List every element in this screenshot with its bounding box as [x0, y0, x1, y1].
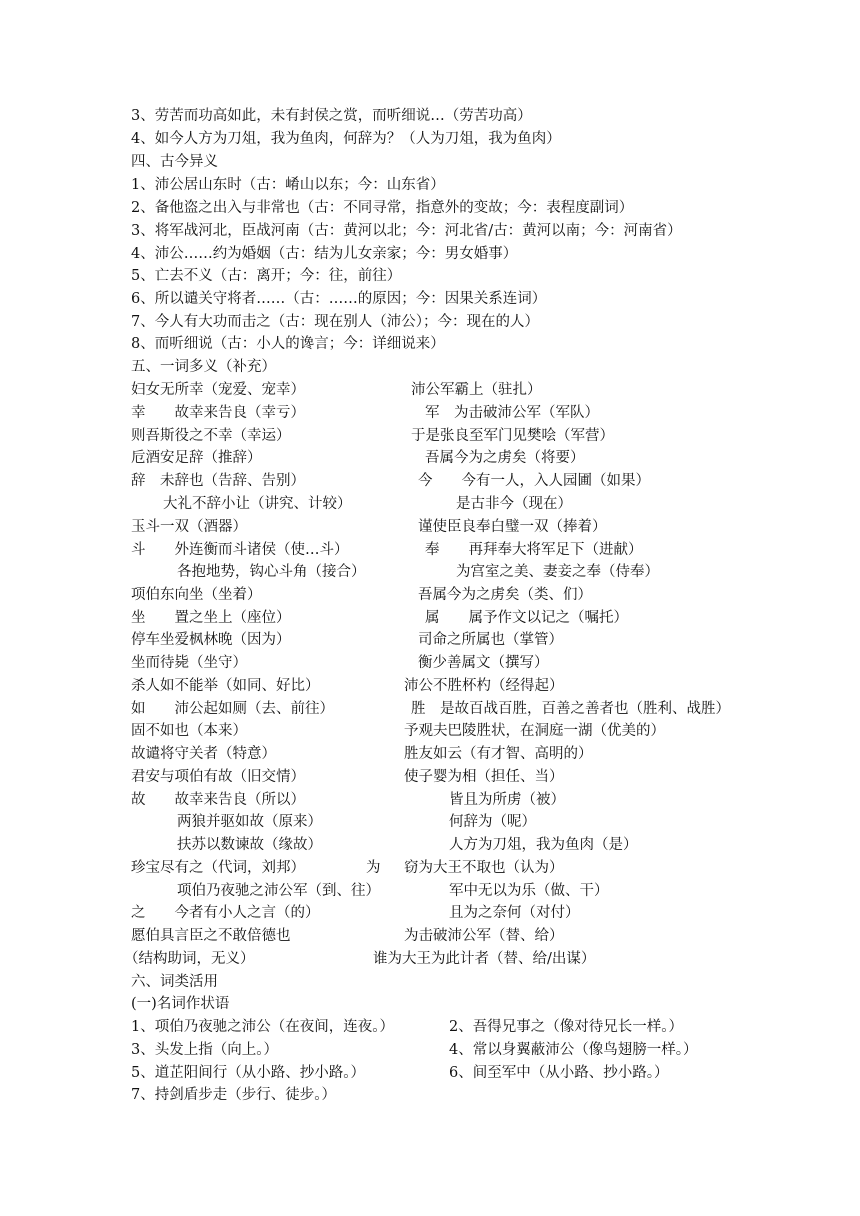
polysemy-left: 如 沛公起如厕（去、前往）: [131, 701, 334, 717]
polysemy-left: 项伯乃夜驰之沛公军（到、往）: [177, 883, 380, 899]
polysemy-left: 斗 外连衡而斗诸侯（使…斗）: [131, 542, 349, 558]
polysemy-right: 胜友如云（有才智、高明的）: [404, 746, 593, 762]
usage-item: 4、常以身翼蔽沛公（像鸟翅膀一样。）: [449, 1042, 698, 1058]
polysemy-left: 则吾斯役之不幸（幸运）: [131, 428, 291, 444]
polysemy-right: 奉 再拜奉大将军足下（进献）: [425, 542, 643, 558]
text-line: 2、备他盗之出入与非常也（古：不同寻常，指意外的变故；今：表程度副词）: [131, 200, 634, 216]
usage-item: 6、间至军中（从小路、抄小路。）: [449, 1065, 669, 1081]
polysemy-right: 谨使臣良奉白璧一双（捧着）: [418, 519, 607, 535]
polysemy-left: 愿伯具言臣之不敢倍德也: [131, 928, 291, 944]
text-line: 4、如今人方为刀俎，我为鱼肉，何辞为？（人为刀俎，我为鱼肉）: [131, 131, 561, 147]
polysemy-right: 何辞为（呢）: [449, 814, 536, 830]
section-heading: 四、古今异义: [131, 154, 218, 170]
polysemy-left: 大礼不辞小让（讲究、计较）: [163, 496, 352, 512]
polysemy-right: 且为之奈何（对付）: [449, 905, 580, 921]
polysemy-right: 窃为大王不取也（认为）: [404, 860, 564, 876]
polysemy-left: 之 今者有小人之言（的）: [131, 905, 320, 921]
text-line: 3、劳苦而功高如此，未有封侯之赏，而听细说…（劳苦功高）: [131, 108, 532, 124]
polysemy-right: 吾属今为之虏矣（类、们）: [418, 587, 592, 603]
polysemy-left: 君安与项伯有故（旧交情）: [131, 769, 305, 785]
polysemy-right: 沛公不胜杯杓（经得起）: [404, 678, 564, 694]
polysemy-right: 衡少善属文（撰写）: [418, 655, 549, 671]
usage-item: 1、项伯乃夜驰之沛公（在夜间，连夜。）: [131, 1019, 394, 1035]
polysemy-right: 胜 是故百战百胜，百善之善者也（胜利、战胜）: [411, 701, 730, 717]
polysemy-left: 项伯东向坐（坐着）: [131, 587, 262, 603]
polysemy-right: 军 为击破沛公军（军队）: [425, 405, 599, 421]
text-line: 3、将军战河北，臣战河南（古：黄河以北；今：河北省/古：黄河以南；今：河南省）: [131, 223, 682, 239]
text-line: 8、而听细说（古：小人的谗言；今：详细说来）: [131, 336, 445, 352]
polysemy-right: 使子婴为相（担任、当）: [404, 769, 564, 785]
polysemy-right: 吾属今为之虏矣（将要）: [425, 450, 585, 466]
polysemy-left: 停车坐爱枫林晚（因为）: [131, 632, 291, 648]
polysemy-left: 坐而待毙（坐守）: [131, 655, 247, 671]
polysemy-right: 军中无以为乐（做、干）: [449, 883, 609, 899]
polysemy-left: 卮酒安足辞（推辞）: [131, 450, 262, 466]
section-heading: 六、词类活用: [131, 974, 218, 990]
polysemy-left: 幸 故幸来告良（幸亏）: [131, 405, 305, 421]
polysemy-right: 为击破沛公军（替、给）: [404, 928, 564, 944]
usage-item: 3、头发上指（向上。）: [131, 1042, 278, 1058]
polysemy-left: 各抱地势，钩心斗角（接合）: [177, 564, 366, 580]
polysemy-right: 人方为刀俎，我为鱼肉（是）: [449, 837, 638, 853]
polysemy-left: 坐 置之坐上（座位）: [131, 610, 291, 626]
polysemy-right: 沛公军霸上（驻扎）: [411, 382, 542, 398]
polysemy-headword: 为: [366, 860, 381, 876]
polysemy-left: 故谴将守关者（特意）: [131, 746, 276, 762]
polysemy-left: （结构助词，无义）: [124, 951, 255, 967]
text-line: 7、今人有大功而击之（古：现在别人（沛公）；今：现在的人）: [131, 314, 539, 330]
usage-item: 7、持剑盾步走（步行、徒步。）: [131, 1087, 336, 1103]
section-heading: 五、一词多义（补充）: [131, 359, 276, 375]
usage-item: 5、道芷阳间行（从小路、抄小路。）: [131, 1065, 365, 1081]
text-line: 4、沛公……约为婚姻（古：结为儿女亲家；今：男女婚事）: [131, 246, 518, 262]
polysemy-right: 予观夫巴陵胜状，在洞庭一湖（优美的）: [404, 723, 665, 739]
polysemy-left: 玉斗一双（酒器）: [131, 519, 247, 535]
polysemy-right: 谁为大王为此计者（替、给/出谋）: [373, 951, 596, 967]
polysemy-right: 属 属予作文以记之（嘱托）: [425, 610, 628, 626]
polysemy-left: 杀人如不能举（如同、好比）: [131, 678, 320, 694]
text-line: 1、沛公居山东时（古：崤山以东；今：山东省）: [131, 177, 445, 193]
subsection-heading: (一)名词作状语: [131, 996, 230, 1012]
polysemy-left: 辞 未辞也（告辞、告别）: [131, 473, 305, 489]
polysemy-right: 司命之所属也（掌管）: [418, 632, 563, 648]
polysemy-right: 于是张良至军门见樊哙（军营）: [411, 428, 614, 444]
polysemy-left: 故 故幸来告良（所以）: [131, 792, 305, 808]
polysemy-left: 珍宝尽有之（代词，刘邦）: [131, 860, 305, 876]
polysemy-left: 两狼并驱如故（原来）: [177, 814, 322, 830]
polysemy-left: 妇女无所幸（宠爱、宠幸）: [131, 382, 305, 398]
polysemy-left: 扶苏以数谏故（缘故）: [177, 837, 322, 853]
usage-item: 2、吾得兄事之（像对待兄长一样。）: [449, 1019, 683, 1035]
polysemy-left: 固不如也（本来）: [131, 723, 247, 739]
text-line: 6、所以谴关守将者……（古：……的原因；今：因果关系连词）: [131, 291, 547, 307]
polysemy-right: 皆且为所虏（被）: [449, 792, 565, 808]
polysemy-right: 为宫室之美、妻妾之奉（侍奉）: [456, 564, 659, 580]
polysemy-right: 是古非今（现在）: [456, 496, 572, 512]
polysemy-right: 今 今有一人，入人园圃（如果）: [418, 473, 650, 489]
text-line: 5、亡去不义（古：离开；今：往，前往）: [131, 268, 402, 284]
